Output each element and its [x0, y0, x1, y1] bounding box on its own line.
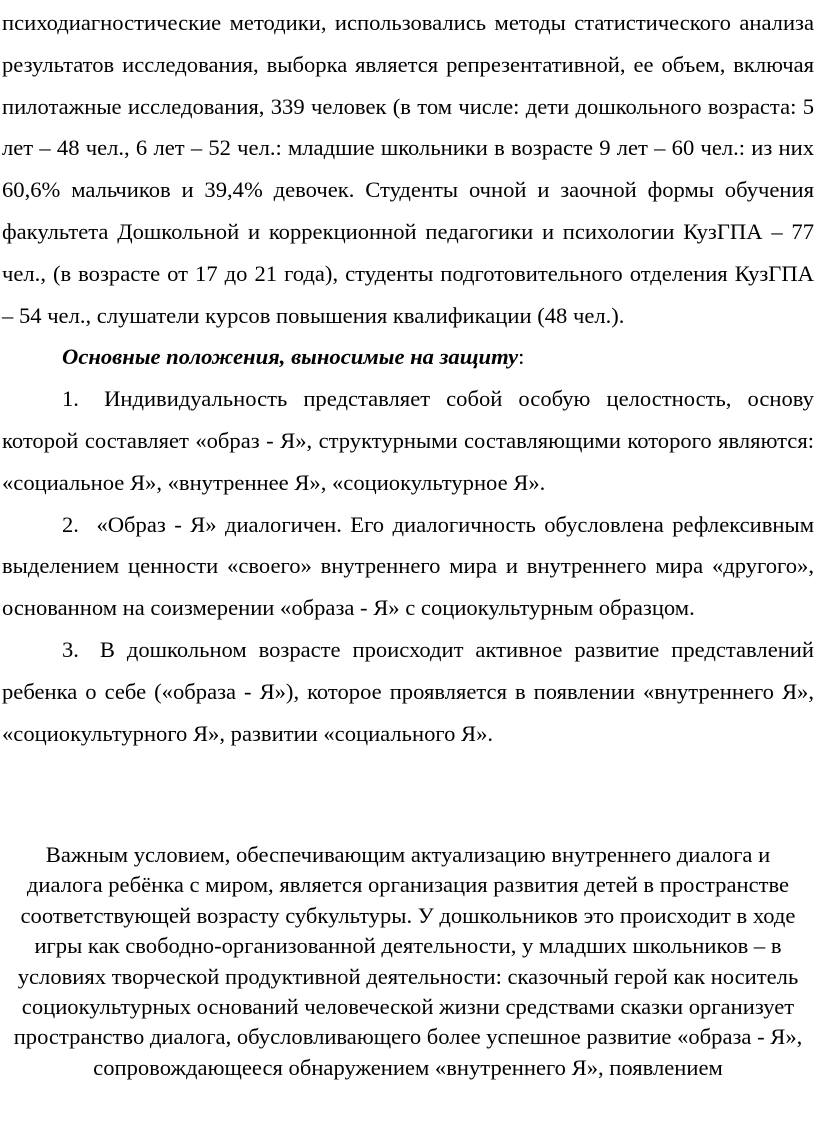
- thesis-item-1: [2, 378, 814, 503]
- theses-heading: [2, 336, 814, 378]
- thesis-item-number: 3.: [62, 636, 79, 662]
- thesis-item-3: [2, 629, 814, 754]
- thesis-item-2: [2, 504, 814, 629]
- thesis-item-text: В дошкольном возрасте происходит активное развитие представлений ребенка о себе («образа - Я»), которое проявляется в появлении «внутреннего Я», «социокультурного Я», развитии «социального Я».: [2, 636, 814, 746]
- document-body: [2, 2, 814, 754]
- theses-heading-text: Основные положения, выносимые на защиту: [62, 344, 519, 370]
- thesis-item-number: 2.: [62, 511, 79, 537]
- thesis-item-text: Индивидуальность представляет собой особую целостность, основу которой составляет «образ - Я», структурными составляющими которого являются: «социальное Я», «внутреннее Я», «социокультурное Я».: [2, 386, 814, 495]
- paragraph-continuation: психодиагностические методики, использовались методы статистического анализа результатов исследования, выборка является репрезентативной, ее объем, включая пилотажные исследования, 339 человек (в том числе: дети дошкольного возраста: 5 лет – 48 чел., 6 лет – 52 чел.: младшие школьники в возрасте 9 лет – 60 чел.: из них 60,6% мальчиков и 39,4% девочек. Студенты очной и заочной формы обучения факультета Дошкольной и коррекционной педагогики и психологии КузГПА – 77 чел., (в возрасте от 17 до 21 года), студенты подготовительного отделения КузГПА – 54 чел., слушатели курсов повышения квалификации (48 чел.).: [2, 10, 814, 328]
- thesis-item-number: 1.: [62, 386, 79, 412]
- theses-heading-colon: :: [518, 344, 525, 370]
- thesis-item-text: «Образ - Я» диалогичен. Его диалогичность обусловлена рефлексивным выделением ценности «своего» внутреннего мира и внутреннего мира «другого», основанном на соизмерении «образа - Я» с социокультурным образцом.: [2, 511, 814, 621]
- centered-paragraph: Важным условием, обеспечивающим актуализацию внутреннего диалога и диалога ребёнка с миром, является организация развития детей в пространстве соответствующей возрасту субкультуры. У дошкольников это происходит в ходе игры как свободно-организованной деятельности, у младших школьников – в условиях творческой продуктивной деятельности: сказочный герой как носитель социокультурных оснований человеческой жизни средствами сказки организует пространство диалога, обусловливающего более успешное развитие «образа - Я», сопровождающееся обнаружением «внутреннего Я», появлением: [13, 842, 803, 1080]
